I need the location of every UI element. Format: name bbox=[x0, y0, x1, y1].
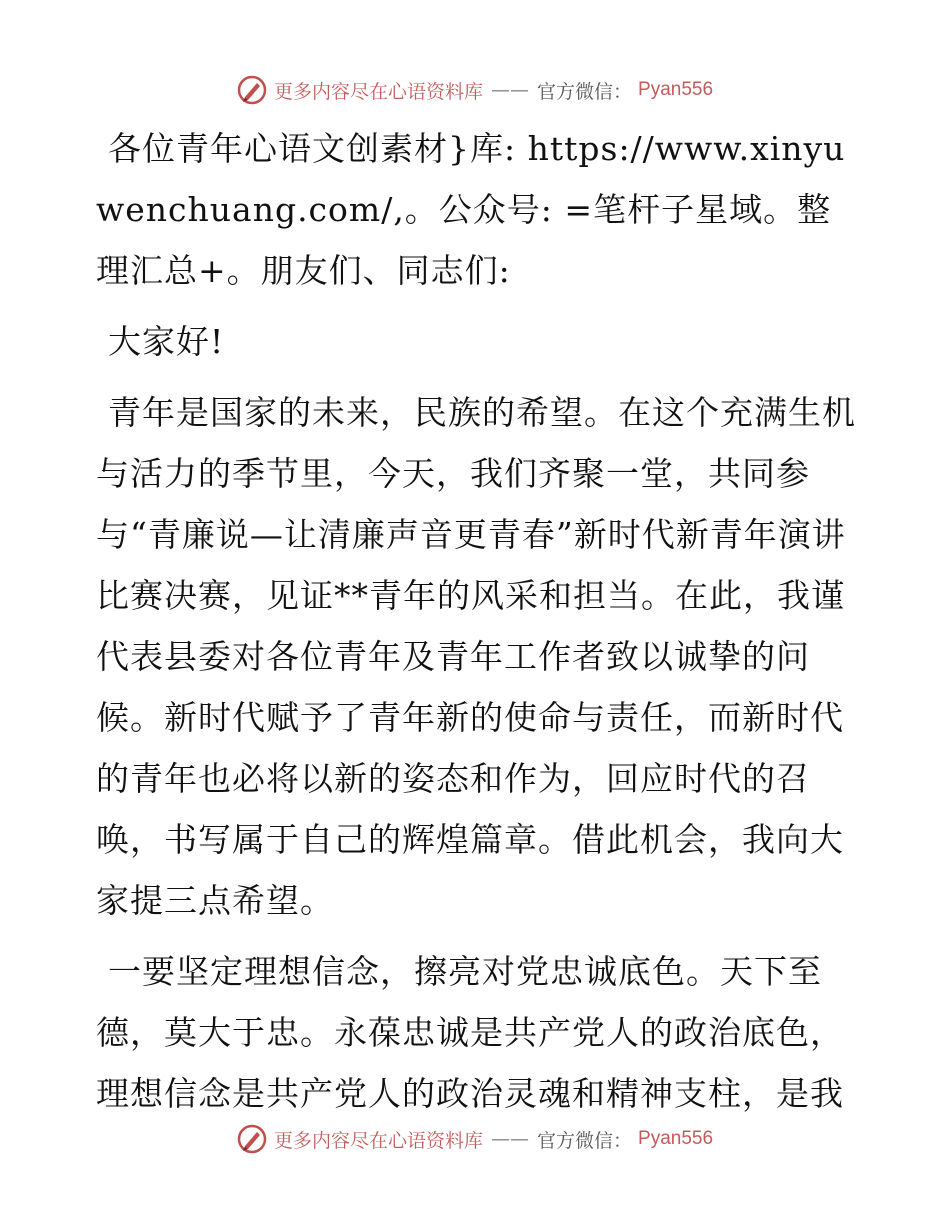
pen-logo-icon bbox=[236, 74, 268, 106]
watermark-separator: —— bbox=[491, 79, 530, 101]
watermark-footer bbox=[236, 1123, 713, 1155]
watermark-id: Pyan556 bbox=[638, 1128, 714, 1149]
paragraph-main: 青年是国家的未来，民族的希望。在这个充满生机与活力的季节里，今天，我们齐聚一堂，共同参与“青廉说—让清廉声音更青春”新时代新青年演讲比赛决赛，见证**青年的风采和担当。在此，我谨代表县委对各位青年及青年工作者致以诚挚的问候。新时代赋予了青年新的使命与责任，而新时代的青年也必将以新的姿态和作为，回应时代的召唤，书写属于自己的辉煌篇章。借此机会，我向大家提三点希望。 bbox=[96, 393, 856, 920]
watermark-header bbox=[236, 74, 713, 106]
paragraph-greeting: 大家好! bbox=[108, 322, 225, 361]
pen-logo-icon bbox=[236, 1123, 268, 1155]
watermark-label: 官方微信： bbox=[537, 1129, 633, 1152]
watermark-separator: —— bbox=[491, 1128, 530, 1150]
paragraph-point-one: 一要坚定理想信念，擦亮对党忠诚底色。天下至德，莫大于忠。永葆忠诚是共产党人的政治底色，理想信念是共产党人的政治灵魂和精神支柱，是我 bbox=[96, 952, 844, 1113]
watermark-text: 更多内容尽在心语资料库 bbox=[274, 1129, 484, 1152]
watermark-label: 官方微信： bbox=[537, 80, 633, 103]
watermark-text: 更多内容尽在心语资料库 bbox=[274, 80, 484, 103]
document-body bbox=[96, 118, 856, 1134]
paragraph-intro: 各位青年心语文创素材}库: https://www.xinyuwenchuang.com/,。公众号: =笔杆子星域。整理汇总+。朋友们、同志们: bbox=[96, 129, 846, 290]
watermark-id: Pyan556 bbox=[638, 79, 714, 100]
